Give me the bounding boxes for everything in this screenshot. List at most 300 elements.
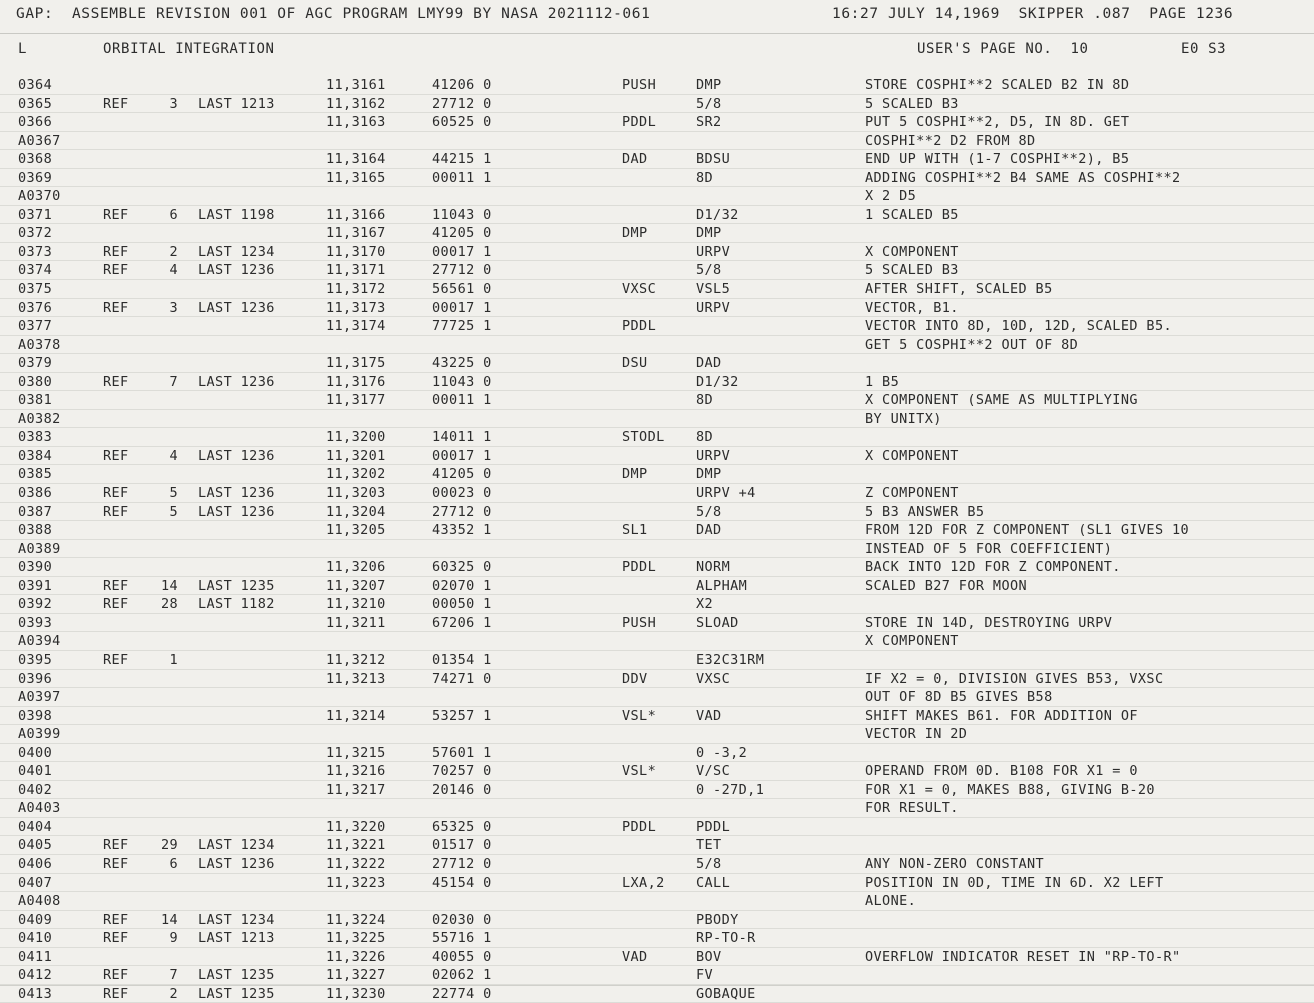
section-code: E0 S3: [1181, 41, 1227, 57]
octal-word: 00017 1: [432, 447, 492, 464]
octal-word: 56561 0: [432, 281, 492, 298]
memory-address: 11,3211: [326, 614, 386, 631]
header-divider: [0, 33, 1314, 34]
line-number: 0388: [18, 522, 53, 539]
section-title: ORBITAL INTEGRATION: [103, 41, 275, 57]
comment: FOR RESULT.: [865, 800, 959, 817]
last-reference: LAST 1236: [198, 447, 275, 464]
line-number: 0410: [18, 930, 53, 947]
last-reference: LAST 1236: [198, 485, 275, 502]
comment: COSPHI**2 D2 FROM 8D: [865, 132, 1036, 149]
line-number: 0371: [18, 206, 53, 223]
line-number: 0383: [18, 429, 53, 446]
operand: BDSU: [696, 151, 731, 168]
operand: VSL5: [696, 281, 731, 298]
operand: GOBAQUE: [696, 985, 756, 1002]
memory-address: 11,3174: [326, 318, 386, 335]
opcode: SL1: [622, 522, 648, 539]
comment: ALONE.: [865, 893, 917, 910]
listing-header-datestamp: 16:27 JULY 14,1969 SKIPPER .087 PAGE 1236: [832, 6, 1234, 22]
comment: POSITION IN 0D, TIME IN 6D. X2 LEFT: [865, 874, 1164, 891]
listing-row: [0, 781, 1314, 800]
octal-word: 77725 1: [432, 318, 492, 335]
memory-address: 11,3176: [326, 373, 386, 390]
memory-address: 11,3201: [326, 447, 386, 464]
listing-row: [0, 484, 1314, 503]
assembly-listing: [0, 76, 1314, 1003]
line-number: 0406: [18, 855, 53, 872]
octal-word: 57601 1: [432, 744, 492, 761]
listing-row: [0, 410, 1314, 429]
line-number: 0404: [18, 818, 53, 835]
line-number: 0391: [18, 577, 53, 594]
octal-word: 14011 1: [432, 429, 492, 446]
ref-count: 9: [169, 930, 178, 947]
listing-row: [0, 465, 1314, 484]
line-number: A0370: [18, 188, 61, 205]
comment: FROM 12D FOR Z COMPONENT (SL1 GIVES 10: [865, 522, 1190, 539]
line-number: 0409: [18, 911, 53, 928]
comment: X COMPONENT: [865, 633, 959, 650]
ref-count: 7: [169, 967, 178, 984]
comment: VECTOR, B1.: [865, 299, 959, 316]
comment: AFTER SHIFT, SCALED B5: [865, 281, 1053, 298]
operand: BOV: [696, 948, 722, 965]
octal-word: 11043 0: [432, 373, 492, 390]
comment: GET 5 COSPHI**2 OUT OF 8D: [865, 336, 1079, 353]
memory-address: 11,3204: [326, 503, 386, 520]
ref-count: 5: [169, 485, 178, 502]
comment: X COMPONENT: [865, 243, 959, 260]
listing-row: [0, 707, 1314, 726]
operand: NORM: [696, 559, 731, 576]
line-number: 0411: [18, 948, 53, 965]
ref-count: 3: [169, 299, 178, 316]
line-number: 0396: [18, 670, 53, 687]
listing-row: [0, 169, 1314, 188]
octal-word: 45154 0: [432, 874, 492, 891]
memory-address: 11,3225: [326, 930, 386, 947]
operand: 0 -3,2: [696, 744, 748, 761]
memory-address: 11,3162: [326, 95, 386, 112]
operand: URPV: [696, 447, 731, 464]
ref-count: 7: [169, 373, 178, 390]
comment: 5 B3 ANSWER B5: [865, 503, 985, 520]
line-number: 0407: [18, 874, 53, 891]
operand: V/SC: [696, 763, 731, 780]
octal-word: 60525 0: [432, 114, 492, 131]
line-number: 0398: [18, 707, 53, 724]
memory-address: 11,3165: [326, 169, 386, 186]
memory-address: 11,3214: [326, 707, 386, 724]
ref-label: REF: [103, 596, 129, 613]
line-number: A0394: [18, 633, 61, 650]
line-number: 0395: [18, 651, 53, 668]
octal-word: 53257 1: [432, 707, 492, 724]
memory-address: 11,3161: [326, 77, 386, 93]
octal-word: 02030 0: [432, 911, 492, 928]
memory-address: 11,3212: [326, 651, 386, 668]
listing-row: [0, 948, 1314, 967]
ref-label: REF: [103, 855, 129, 872]
listing-row: [0, 132, 1314, 151]
octal-word: 40055 0: [432, 948, 492, 965]
memory-address: 11,3200: [326, 429, 386, 446]
ref-label: REF: [103, 503, 129, 520]
listing-row: [0, 317, 1314, 336]
listing-row: [0, 336, 1314, 355]
memory-address: 11,3173: [326, 299, 386, 316]
line-number: 0401: [18, 763, 53, 780]
line-number: A0397: [18, 689, 61, 706]
ref-count: 6: [169, 206, 178, 223]
last-reference: LAST 1236: [198, 262, 275, 279]
listing-row: [0, 540, 1314, 559]
memory-address: 11,3170: [326, 243, 386, 260]
last-reference: LAST 1235: [198, 967, 275, 984]
listing-row: [0, 373, 1314, 392]
line-number: 0384: [18, 447, 53, 464]
octal-word: 02070 1: [432, 577, 492, 594]
line-number: A0399: [18, 726, 61, 743]
ref-label: REF: [103, 206, 129, 223]
octal-word: 41205 0: [432, 466, 492, 483]
memory-address: 11,3175: [326, 355, 386, 372]
ref-label: REF: [103, 485, 129, 502]
listing-row: [0, 503, 1314, 522]
octal-word: 00023 0: [432, 485, 492, 502]
comment: 5 SCALED B3: [865, 262, 959, 279]
memory-address: 11,3206: [326, 559, 386, 576]
line-number: 0381: [18, 392, 53, 409]
line-number: 0376: [18, 299, 53, 316]
listing-row: [0, 725, 1314, 744]
ref-label: REF: [103, 373, 129, 390]
memory-address: 11,3216: [326, 763, 386, 780]
operand: TET: [696, 837, 722, 854]
comment: BY UNITX): [865, 410, 942, 427]
ref-label: REF: [103, 837, 129, 854]
octal-word: 41206 0: [432, 77, 492, 93]
operand: URPV +4: [696, 485, 756, 502]
ref-label: REF: [103, 651, 129, 668]
listing-row: [0, 651, 1314, 670]
operand: X2: [696, 596, 714, 613]
comment: 1 B5: [865, 373, 900, 390]
comment: X COMPONENT (SAME AS MULTIPLYING: [865, 392, 1138, 409]
line-number: 0387: [18, 503, 53, 520]
listing-row: [0, 150, 1314, 169]
operand: DAD: [696, 522, 722, 539]
operand: 0 -27D,1: [696, 781, 765, 798]
users-page-number: USER'S PAGE NO. 10: [917, 41, 1089, 57]
listing-row: [0, 762, 1314, 781]
memory-address: 11,3202: [326, 466, 386, 483]
last-reference: LAST 1234: [198, 243, 275, 260]
octal-word: 27712 0: [432, 503, 492, 520]
line-number: 0368: [18, 151, 53, 168]
opcode: VXSC: [622, 281, 657, 298]
opcode: PDDL: [622, 114, 657, 131]
operand: D1/32: [696, 206, 739, 223]
octal-word: 27712 0: [432, 95, 492, 112]
opcode: VSL*: [622, 707, 657, 724]
memory-address: 11,3227: [326, 967, 386, 984]
line-number: 0412: [18, 967, 53, 984]
ref-label: REF: [103, 911, 129, 928]
operand: 5/8: [696, 855, 722, 872]
octal-word: 27712 0: [432, 855, 492, 872]
ref-label: REF: [103, 967, 129, 984]
line-number: 0364: [18, 77, 53, 93]
listing-row: [0, 595, 1314, 614]
memory-address: 11,3166: [326, 206, 386, 223]
line-number: 0402: [18, 781, 53, 798]
memory-address: 11,3207: [326, 577, 386, 594]
ref-count: 29: [160, 837, 178, 854]
memory-address: 11,3226: [326, 948, 386, 965]
listing-row: [0, 280, 1314, 299]
operand: ALPHAM: [696, 577, 748, 594]
octal-word: 70257 0: [432, 763, 492, 780]
listing-row: [0, 558, 1314, 577]
ref-label: REF: [103, 243, 129, 260]
line-number: 0372: [18, 225, 53, 242]
ref-label: REF: [103, 95, 129, 112]
octal-word: 00017 1: [432, 299, 492, 316]
opcode: VSL*: [622, 763, 657, 780]
octal-word: 00011 1: [432, 392, 492, 409]
comment: PUT 5 COSPHI**2, D5, IN 8D. GET: [865, 114, 1130, 131]
ref-label: REF: [103, 930, 129, 947]
opcode: DMP: [622, 466, 648, 483]
listing-row: [0, 187, 1314, 206]
listing-row: [0, 799, 1314, 818]
octal-word: 65325 0: [432, 818, 492, 835]
listing-row: [0, 243, 1314, 262]
comment: Z COMPONENT: [865, 485, 959, 502]
line-number: A0389: [18, 540, 61, 557]
opcode: DSU: [622, 355, 648, 372]
operand: VAD: [696, 707, 722, 724]
comment: END UP WITH (1-7 COSPHI**2), B5: [865, 151, 1130, 168]
listing-row: [0, 670, 1314, 689]
line-number: 0377: [18, 318, 53, 335]
ref-count: 3: [169, 95, 178, 112]
listing-row: [0, 76, 1314, 95]
comment: FOR X1 = 0, MAKES B88, GIVING B-20: [865, 781, 1155, 798]
listing-row: [0, 614, 1314, 633]
memory-address: 11,3224: [326, 911, 386, 928]
listing-row: [0, 985, 1314, 1003]
operand: DMP: [696, 466, 722, 483]
line-number: 0386: [18, 485, 53, 502]
line-number: 0365: [18, 95, 53, 112]
comment: BACK INTO 12D FOR Z COMPONENT.: [865, 559, 1121, 576]
line-number: 0393: [18, 614, 53, 631]
operand: DMP: [696, 225, 722, 242]
operand: FV: [696, 967, 714, 984]
last-reference: LAST 1235: [198, 577, 275, 594]
ref-label: REF: [103, 985, 129, 1002]
operand: 5/8: [696, 262, 722, 279]
memory-address: 11,3230: [326, 985, 386, 1002]
last-reference: LAST 1198: [198, 206, 275, 223]
last-reference: LAST 1234: [198, 911, 275, 928]
memory-address: 11,3163: [326, 114, 386, 131]
memory-address: 11,3177: [326, 392, 386, 409]
opcode: DAD: [622, 151, 648, 168]
line-number: 0385: [18, 466, 53, 483]
octal-word: 20146 0: [432, 781, 492, 798]
operand: DAD: [696, 355, 722, 372]
last-reference: LAST 1213: [198, 95, 275, 112]
line-number: A0367: [18, 132, 61, 149]
ref-label: REF: [103, 447, 129, 464]
ref-count: 5: [169, 503, 178, 520]
listing-row: [0, 224, 1314, 243]
listing-row: [0, 206, 1314, 225]
octal-word: 60325 0: [432, 559, 492, 576]
comment: ANY NON-ZERO CONSTANT: [865, 855, 1045, 872]
ref-label: REF: [103, 262, 129, 279]
listing-row: [0, 874, 1314, 893]
opcode: LXA,2: [622, 874, 665, 891]
comment: OPERAND FROM 0D. B108 FOR X1 = 0: [865, 763, 1138, 780]
comment: VECTOR INTO 8D, 10D, 12D, SCALED B5.: [865, 318, 1172, 335]
memory-address: 11,3213: [326, 670, 386, 687]
opcode: DDV: [622, 670, 648, 687]
operand: VXSC: [696, 670, 731, 687]
octal-word: 27712 0: [432, 262, 492, 279]
opcode: PDDL: [622, 318, 657, 335]
memory-address: 11,3222: [326, 855, 386, 872]
operand: PDDL: [696, 818, 731, 835]
listing-row: [0, 354, 1314, 373]
memory-address: 11,3221: [326, 837, 386, 854]
listing-row: [0, 892, 1314, 911]
memory-address: 11,3171: [326, 262, 386, 279]
octal-word: 44215 1: [432, 151, 492, 168]
listing-row: [0, 688, 1314, 707]
opcode: STODL: [622, 429, 665, 446]
listing-row: [0, 966, 1314, 985]
line-number: A0408: [18, 893, 61, 910]
listing-row: [0, 428, 1314, 447]
last-reference: LAST 1236: [198, 855, 275, 872]
memory-address: 11,3220: [326, 818, 386, 835]
listing-row: [0, 911, 1314, 930]
ref-count: 1: [169, 651, 178, 668]
octal-word: 11043 0: [432, 206, 492, 223]
operand: RP-TO-R: [696, 930, 756, 947]
comment: STORE COSPHI**2 SCALED B2 IN 8D: [865, 77, 1130, 93]
line-number: 0390: [18, 559, 53, 576]
memory-address: 11,3217: [326, 781, 386, 798]
operand: 5/8: [696, 95, 722, 112]
opcode: DMP: [622, 225, 648, 242]
ref-count: 28: [160, 596, 178, 613]
octal-word: 00050 1: [432, 596, 492, 613]
memory-address: 11,3203: [326, 485, 386, 502]
opcode: PUSH: [622, 614, 657, 631]
operand: DMP: [696, 77, 722, 93]
ref-count: 14: [160, 577, 178, 594]
line-number: 0375: [18, 281, 53, 298]
ref-count: 14: [160, 911, 178, 928]
octal-word: 55716 1: [432, 930, 492, 947]
comment: INSTEAD OF 5 FOR COEFFICIENT): [865, 540, 1113, 557]
operand: D1/32: [696, 373, 739, 390]
listing-row: [0, 113, 1314, 132]
listing-header-title: GAP: ASSEMBLE REVISION 001 OF AGC PROGRAM LMY99 BY NASA 2021112-061: [16, 6, 651, 22]
line-number: 0379: [18, 355, 53, 372]
octal-word: 43225 0: [432, 355, 492, 372]
ref-count: 2: [169, 985, 178, 1002]
last-reference: LAST 1236: [198, 299, 275, 316]
listing-row: [0, 261, 1314, 280]
memory-address: 11,3210: [326, 596, 386, 613]
line-number: A0403: [18, 800, 61, 817]
operand: 8D: [696, 169, 714, 186]
line-number: 0413: [18, 985, 53, 1002]
last-reference: LAST 1234: [198, 837, 275, 854]
last-reference: LAST 1235: [198, 985, 275, 1002]
octal-word: 43352 1: [432, 522, 492, 539]
octal-word: 00011 1: [432, 169, 492, 186]
octal-word: 22774 0: [432, 985, 492, 1002]
comment: SCALED B27 FOR MOON: [865, 577, 1028, 594]
listing-row: [0, 447, 1314, 466]
operand: 8D: [696, 429, 714, 446]
ref-count: 2: [169, 243, 178, 260]
listing-row: [0, 95, 1314, 114]
memory-address: 11,3205: [326, 522, 386, 539]
line-number: 0373: [18, 243, 53, 260]
line-number: A0382: [18, 410, 61, 427]
line-number: 0392: [18, 596, 53, 613]
comment: X COMPONENT: [865, 447, 959, 464]
ref-label: REF: [103, 577, 129, 594]
listing-row: [0, 855, 1314, 874]
line-number: 0380: [18, 373, 53, 390]
operand: 5/8: [696, 503, 722, 520]
opcode: PDDL: [622, 559, 657, 576]
comment: STORE IN 14D, DESTROYING URPV: [865, 614, 1113, 631]
operand: PBODY: [696, 911, 739, 928]
octal-word: 41205 0: [432, 225, 492, 242]
operand: URPV: [696, 243, 731, 260]
listing-row: [0, 744, 1314, 763]
listing-row: [0, 521, 1314, 540]
octal-word: 00017 1: [432, 243, 492, 260]
opcode: VAD: [622, 948, 648, 965]
operand: URPV: [696, 299, 731, 316]
section-marker: L: [18, 41, 28, 57]
listing-row: [0, 632, 1314, 651]
comment: 1 SCALED B5: [865, 206, 959, 223]
last-reference: LAST 1182: [198, 596, 275, 613]
memory-address: 11,3215: [326, 744, 386, 761]
listing-row: [0, 391, 1314, 410]
octal-word: 01354 1: [432, 651, 492, 668]
comment: X 2 D5: [865, 188, 917, 205]
last-reference: LAST 1236: [198, 373, 275, 390]
comment: OUT OF 8D B5 GIVES B58: [865, 689, 1053, 706]
operand: SR2: [696, 114, 722, 131]
comment: SHIFT MAKES B61. FOR ADDITION OF: [865, 707, 1138, 724]
last-reference: LAST 1236: [198, 503, 275, 520]
